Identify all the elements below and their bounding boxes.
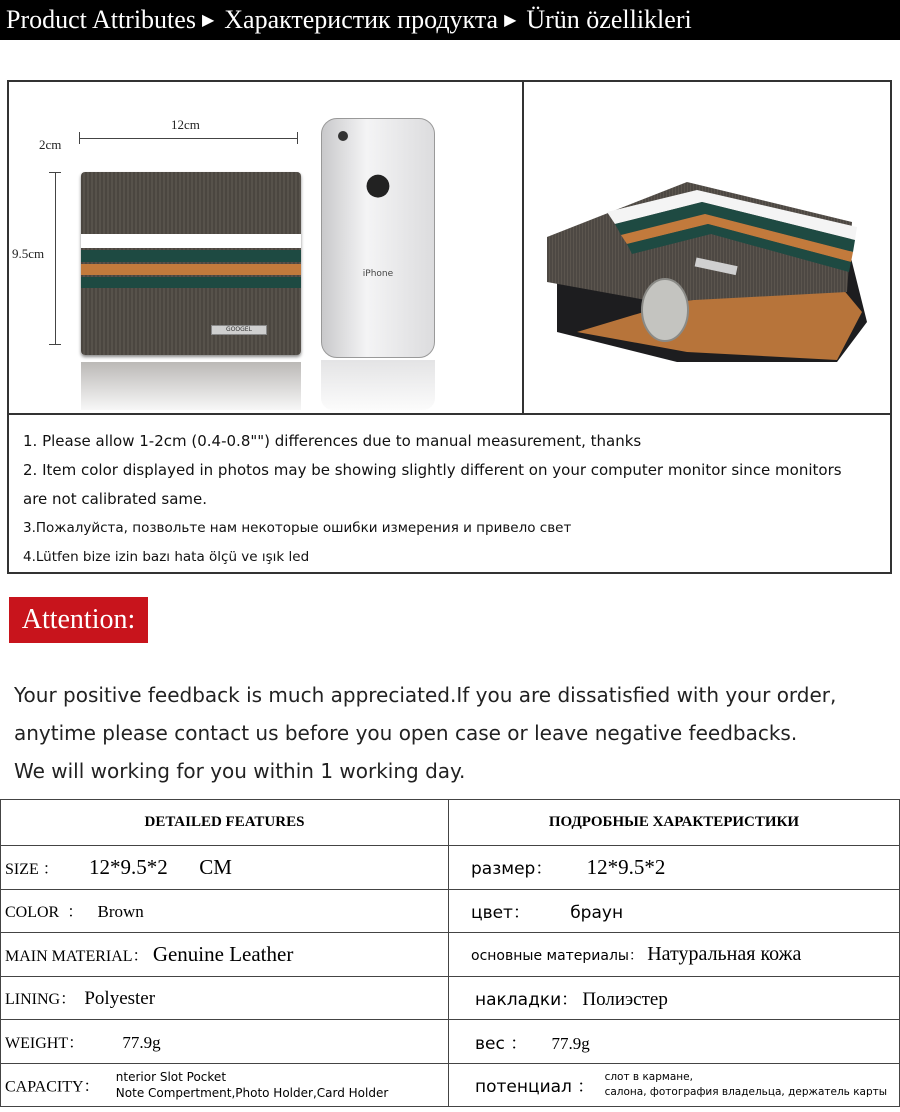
note-line: 3.Пожалуйста, позвольте нам некоторые ошибки измерения и привело свет (23, 520, 572, 536)
coin-icon (642, 279, 688, 341)
table-row (1, 976, 900, 1020)
table-row (1, 933, 900, 977)
column-header-ru: ПОДРОБНЫЕ ХАРАКТЕРИСТИКИ (449, 800, 900, 846)
table-row (1, 1020, 900, 1064)
phone-reflection (321, 360, 435, 410)
phone-size-reference (321, 118, 435, 358)
arrow-right-icon: ▶ (504, 12, 517, 29)
capacity-line: салона, фотография владельца, держатель карты (604, 1085, 888, 1098)
material-key-ru: основные материалы： (471, 947, 643, 964)
feedback-message-line: Your positive feedback is much appreciated.If you are dissatisfied with your order, (14, 683, 837, 707)
dimension-tick (49, 344, 61, 345)
size-value-ru: 12*9.5*2 (586, 855, 666, 880)
table-row (1, 1063, 900, 1107)
dimension-tick (79, 132, 80, 144)
capacity-key-ru: потенциал ： (475, 1077, 595, 1098)
wallet-angled-photo (537, 182, 867, 372)
brand-badge: GOOGEL (211, 325, 267, 335)
header-title-tr: Ürün özellikleri (526, 5, 692, 34)
note-line: 1. Please allow 1-2cm (0.4-0.8"") differences due to manual measurement, thanks (23, 432, 642, 450)
width-dimension-line (79, 138, 297, 139)
camera-icon (338, 131, 348, 141)
apple-logo-icon: ● (364, 167, 392, 202)
color-key-ru: цвет： (471, 903, 530, 924)
capacity-line: слот в кармане, (604, 1070, 693, 1083)
product-attributes-header (0, 0, 900, 40)
weight-key-ru: вес ： (475, 1033, 528, 1054)
table-row (1, 889, 900, 933)
wallet-reflection (81, 362, 301, 410)
table-row (1, 846, 900, 890)
feedback-message-line: anytime please contact us before you open case or leave negative feedbacks. (14, 721, 798, 745)
material-value-ru: Натуральная кожа (647, 942, 802, 965)
lining-key-ru: накладки： (475, 989, 579, 1010)
width-label: 12cm (171, 117, 200, 132)
phone-label: iPhone (362, 269, 394, 279)
product-image-panel (7, 80, 892, 574)
note-line: 2. Item color displayed in photos may be showing slightly different on your computer monitor since monitors (23, 461, 842, 479)
color-value: Brown (97, 902, 144, 922)
capacity-value-ru (605, 1070, 887, 1100)
height-label: 9.5cm (12, 246, 45, 261)
size-key-ru: размер： (471, 859, 553, 880)
dimension-tick (297, 132, 298, 144)
feedback-message-line: We will working for you within 1 working day. (14, 759, 466, 783)
size-value: 12*9.5*2 CM (89, 854, 232, 879)
capacity-line: nterior Slot Pocket (115, 1069, 227, 1084)
weight-value-ru: 77.9g (551, 1033, 590, 1053)
attention-banner: Attention: (9, 597, 148, 643)
color-key: COLOR ： (5, 904, 84, 922)
wallet-front-photo (81, 172, 301, 355)
header-title-ru: Характеристик продукта (224, 5, 499, 34)
capacity-key: CAPACITY： (5, 1078, 100, 1096)
size-key: SIZE ： (5, 860, 59, 878)
table-header-row (1, 800, 900, 846)
measurement-notes (9, 415, 890, 572)
weight-value: 77.9g (122, 1032, 161, 1052)
capacity-value (116, 1069, 388, 1101)
note-line: 4.Lütfen bize izin bazı hata ölçü ve ışık led (23, 549, 310, 565)
note-line: are not calibrated same. (23, 490, 208, 508)
lining-key: LINING： (5, 990, 77, 1008)
depth-label: 2cm (39, 137, 62, 152)
capacity-line: Note Compertment,Photo Holder,Card Holder (115, 1085, 389, 1100)
arrow-right-icon: ▶ (201, 12, 215, 29)
color-value-ru: браун (570, 903, 624, 924)
height-dimension-line (55, 172, 56, 344)
dimension-tick (49, 172, 61, 173)
lining-value-ru: Полиэстер (582, 988, 668, 1010)
weight-key: WEIGHT： (5, 1034, 85, 1052)
material-key: MAIN MATERIAL： (5, 947, 149, 965)
material-value: Genuine Leather (152, 941, 294, 966)
features-table (0, 799, 900, 1107)
column-header-en: DETAILED FEATURES (1, 800, 449, 846)
lining-value: Polyester (84, 987, 156, 1009)
header-title-en: Product Attributes (6, 5, 196, 34)
